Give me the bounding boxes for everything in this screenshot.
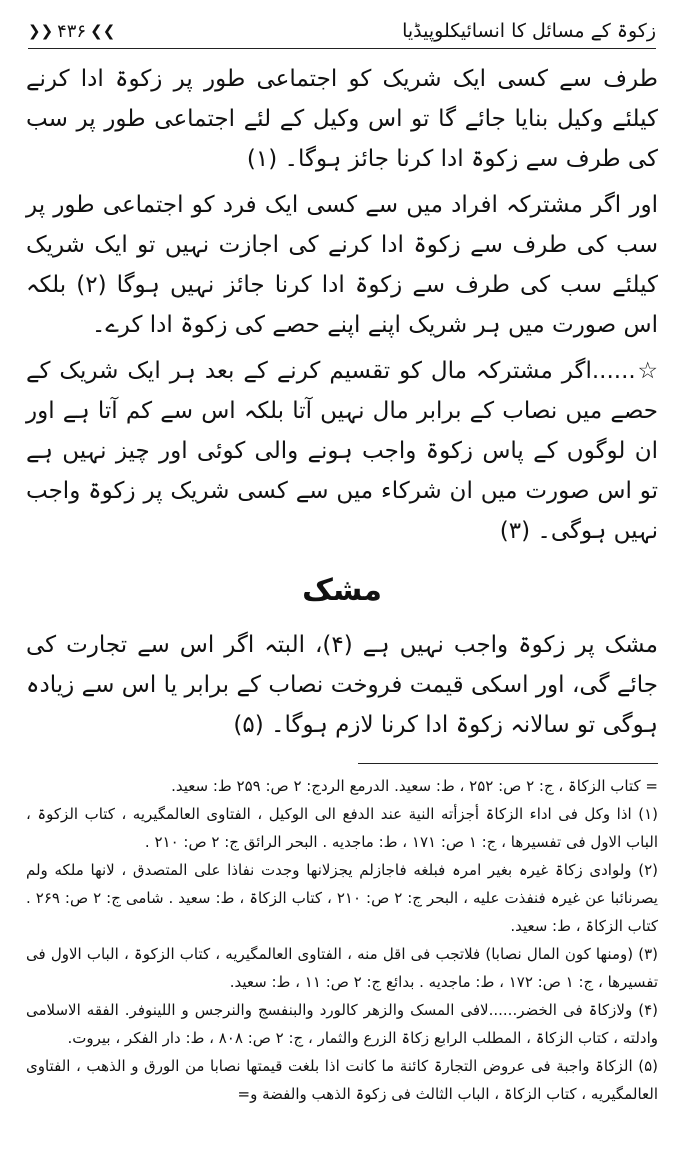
footnote-4: (۴) ولازکاۃ فی الخضر......لافی المسک والزهر کالورد والبنفسج والنرجس و اللینوفر. الفقه الاسلامی وادلته ، کتاب الزکاۃ ، المطلب الرابع زکاۃ الزرع والثمار ، ج: ۲ ص: ۸۰۸ ، ط: دار الفکر ، بیروت. <box>26 1001 658 1047</box>
ornament-right-icon: ❯❯ <box>90 22 116 40</box>
running-header <box>28 14 656 49</box>
paragraph-1: طرف سے کسی ایک شریک کو اجتماعی طور پر زکوۃ ادا کرنے کیلئے وکیل بنایا جائے گا تو اس وکیل کے لئے اجتماعی طور پر سب کی طرف سے زکوۃ ادا کرنا جائز ہوگا۔ (۱) <box>26 66 658 172</box>
body-text <box>20 59 664 745</box>
running-title: زکوۃ کے مسائل کا انسائیکلوپیڈیا <box>402 20 656 42</box>
paragraph-2: اور اگر مشترکہ افراد میں سے کسی ایک فرد کو اجتماعی طور پر سب کی طرف سے زکوۃ ادا کرنے کی اجازت نہیں تو ایک شریک کیلئے سب کی طرف سے زکوۃ ادا کرنا جائز نہیں ہوگا (۲) بلکہ اس صورت میں ہر شریک اپنے اپنے حصے کی زکوۃ ادا کرے۔ <box>26 192 658 338</box>
section-paragraph: مشک پر زکوۃ واجب نہیں ہے (۴)، البتہ اگر اس سے تجارت کی جائے گی، اور اسکی قیمت فروخت نصاب کے برابر یا اس سے زیادہ ہوگی تو سالانہ زکوۃ ادا کرنا لازم ہوگا۔ (۵) <box>26 632 658 738</box>
footnotes <box>20 772 664 1108</box>
footnote-1: (۱) اذا وکل فی اداء الزکاۃ أجزأته النية عند الدفع الی الوکیل ، الفتاوی العالمگیریه ، کتاب الزکوۃ ، الباب الاول فی تفسیرها ، ج: ۱ ص: ۱۷۱ ، ط: ماجدیه . البحر الرائق ج: ۲ ص: ۲۱۰ . <box>26 805 658 851</box>
footnote-divider <box>358 763 658 764</box>
page <box>20 14 664 1144</box>
section-heading: مشک <box>302 573 382 608</box>
page-number-box <box>28 21 115 42</box>
footnote-3: (۳) (ومنها کون المال نصابا) فلاتجب فی اقل منه ، الفتاوی العالمگیریه ، کتاب الزکوۃ ، الباب الاول فی تفسیرها ، ج: ۱ ص: ۱۷۲ ، ط: ماجدیه . بدائع ج: ۲ ص: ۱۱ ، ط: سعید. <box>26 945 658 991</box>
footnote-continuation: = کتاب الزکاۃ ، ج: ۲ ص: ۲۵۲ ، ط: سعید. الدرمع الردج: ۲ ص: ۲۵۹ ط: سعید. <box>171 777 658 795</box>
paragraph-3: ☆......اگر مشترکہ مال کو تقسیم کرنے کے بعد ہر ایک شریک کے حصے میں نصاب کے برابر مال نہیں آتا بلکہ اس سے کم آتا ہے اور ان لوگوں کے پاس زکوۃ واجب ہونے والی کوئی اور چیز نہیں ہے تو اس صورت میں ان شرکاء میں سے کسی شریک پر زکوۃ واجب نہیں ہوگی۔ (۳) <box>26 358 658 544</box>
page-number: ۴۳۶ <box>57 20 87 42</box>
footnote-5: (۵) الزکاۃ واجبة فی عروض التجارۃ کائنة ما کانت اذا بلغت قیمتها نصابا من الورق و الذهب ، الفتاوی العالمگیریه ، کتاب الزکاۃ ، الباب الثالث فی زکوۃ الذهب والفضة و= <box>26 1057 658 1103</box>
footnote-2: (۲) ولوادی زکاۃ غیرہ بغیر امرہ فبلغه فاجازلم یجزلانها وجدت نفاذا علی المتصدق ، لانها ملکه ولم یصرنائبا عن غیرہ فنفذت علیه ، البحر ج: ۲ ص: ۲۱۰ ، کتاب الزکاۃ ، ط: سعید . شامی ج: ۲ ص: ۲۶۹ . کتاب الزکاۃ ، ط: سعید. <box>26 861 658 935</box>
ornament-left-icon: ❮❮ <box>28 22 54 40</box>
